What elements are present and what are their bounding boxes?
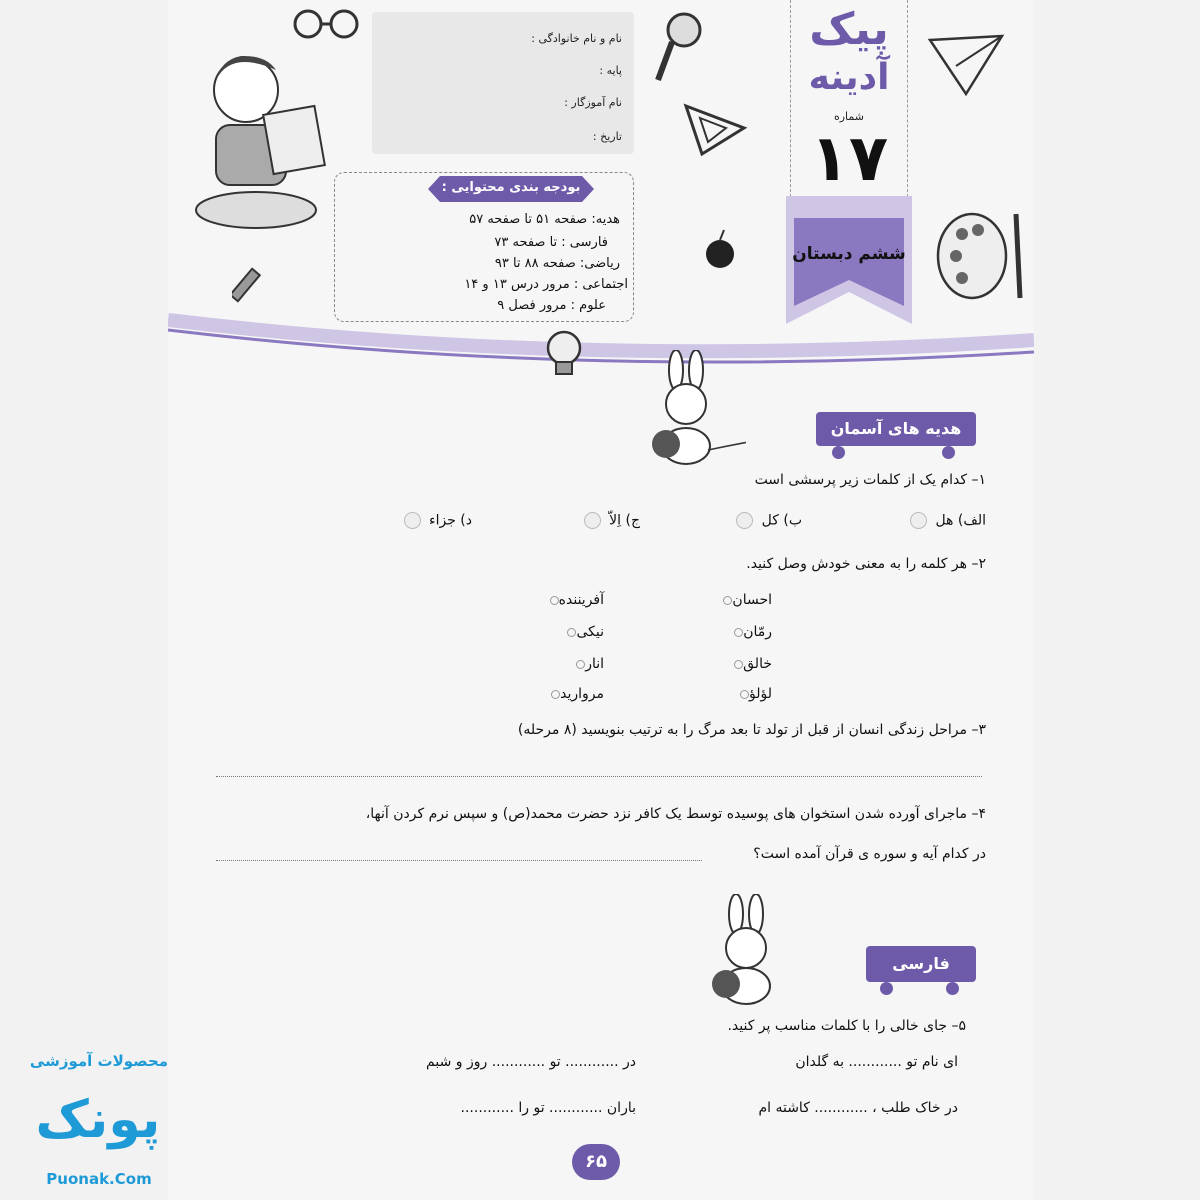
q1-option-c-label: ج) اِلاّ	[609, 512, 640, 529]
magnifier-icon	[650, 8, 710, 88]
student-info-box	[372, 12, 634, 154]
connector-dot[interactable]	[734, 660, 743, 669]
brand-website[interactable]: Puonak.Com	[46, 1170, 152, 1188]
q1-option-d[interactable]	[404, 512, 472, 529]
answer-line-q4[interactable]	[216, 860, 702, 861]
q2-right-item[interactable]	[728, 624, 772, 640]
budget-line-3: ریاضی: صفحه ۸۸ تا ۹۳	[494, 256, 620, 271]
q2-right-item[interactable]	[728, 656, 772, 672]
issue-number-label: شماره	[833, 110, 864, 123]
name-field-label: نام و نام خانوادگی :	[531, 32, 622, 45]
poem-line-2-right[interactable]: در خاک طلب ، ............ کاشته ام	[758, 1100, 958, 1116]
connector-dot[interactable]	[740, 690, 749, 699]
q1-option-b[interactable]	[736, 512, 802, 529]
page-number: ۶۵	[572, 1144, 620, 1180]
budget-line-4: اجتماعی : مرور درس ۱۳ و ۱۴	[464, 277, 628, 292]
q1-option-a[interactable]	[910, 512, 986, 529]
glasses-icon	[288, 6, 368, 42]
q1-option-b-label: ب) کل	[761, 512, 802, 529]
section-tag-wheel	[832, 446, 845, 459]
brand-logo: پونک	[35, 1090, 161, 1150]
paint-palette-icon	[932, 204, 1028, 304]
budget-line-2: فارسی : تا صفحه ۷۳	[494, 235, 608, 250]
question-4-line-2: در کدام آیه و سوره ی قرآن آمده است؟	[753, 846, 986, 862]
section-tag-wheel	[942, 446, 955, 459]
connector-dot[interactable]	[734, 628, 743, 637]
poem-line-1-left[interactable]: در ............ تو ............ روز و شبم	[426, 1054, 636, 1070]
q2-left-word: آفریننده	[558, 592, 604, 608]
boy-reading-illustration	[186, 30, 336, 240]
q2-left-word: نیکی	[576, 624, 604, 640]
connector-dot[interactable]	[551, 690, 560, 699]
question-2: ۲– هر کلمه را به معنی خودش وصل کنید.	[746, 556, 986, 572]
brand-tagline: محصولات آموزشی	[29, 1052, 169, 1070]
q2-right-word: رمّان	[743, 624, 772, 640]
title-line-1: پیک	[809, 4, 889, 55]
bunny-illustration-1	[636, 350, 746, 470]
q2-right-word: خالق	[743, 656, 772, 672]
q2-right-word: لؤلؤ	[749, 686, 772, 702]
answer-line-q3[interactable]	[216, 776, 982, 777]
teacher-field-label: نام آموزگار :	[564, 96, 622, 109]
section-tag-wheel	[880, 982, 893, 995]
q1-option-c-radio[interactable]	[584, 512, 601, 529]
q1-option-c[interactable]	[584, 512, 640, 529]
paper-plane-icon	[926, 30, 1006, 100]
connector-dot[interactable]	[576, 660, 585, 669]
question-5: ۵– جای خالی را با کلمات مناسب پر کنید.	[727, 1018, 966, 1034]
q1-option-b-radio[interactable]	[736, 512, 753, 529]
q2-left-item[interactable]	[544, 592, 604, 608]
section-tag-wheel	[946, 982, 959, 995]
lightbulb-icon	[536, 322, 596, 384]
q1-option-a-label: الف) هل	[935, 512, 986, 529]
q2-right-word: احسان	[732, 592, 772, 608]
issue-number: ۱۷	[809, 122, 889, 196]
q2-left-word: مروارید	[560, 686, 604, 702]
budget-title: بودجه بندی محتوایی :	[441, 180, 581, 195]
crayon-icon	[232, 262, 272, 306]
grade-label: ششم دبستان	[792, 244, 906, 264]
q1-option-d-label: د) جزاء	[429, 512, 472, 529]
poem-line-2-left[interactable]: باران ............ تو را ............	[460, 1100, 636, 1116]
question-4-line-1: ۴– ماجرای آورده شدن استخوان های پوسیده توسط یک کافر نزد حضرت محمد(ص) و سپس نرم کردن آنها،	[365, 806, 986, 822]
q2-left-item[interactable]	[545, 686, 604, 702]
q2-right-item[interactable]	[717, 592, 772, 608]
poem-line-1-right[interactable]: ای نام تو ............ به گلدان	[795, 1054, 958, 1070]
section-farsi-tag: فارسی	[866, 946, 976, 982]
date-field-label: تاریخ :	[592, 130, 622, 143]
apple-icon	[702, 226, 738, 270]
q2-left-item[interactable]	[570, 656, 604, 672]
connector-dot[interactable]	[550, 596, 559, 605]
budget-line-1: هدیه: صفحه ۵۱ تا صفحه ۵۷	[469, 212, 620, 227]
budget-line-5: علوم : مرور فصل ۹	[497, 298, 606, 313]
bunny-illustration-2	[696, 894, 796, 1014]
q2-left-item[interactable]	[561, 624, 604, 640]
grade-field-label: پایه :	[599, 64, 622, 77]
budget-title-badge	[428, 176, 594, 202]
question-1: ۱– کدام یک از کلمات زیر پرسشی است	[754, 472, 986, 488]
title-line-2: آدینه	[808, 57, 890, 98]
q1-option-d-radio[interactable]	[404, 512, 421, 529]
triangle-ruler-icon	[680, 98, 750, 158]
q2-left-word: انار	[585, 656, 604, 672]
q1-option-a-radio[interactable]	[910, 512, 927, 529]
section-hediye-tag: هدیه های آسمان	[816, 412, 976, 446]
q2-right-item[interactable]	[734, 686, 772, 702]
question-3: ۳– مراحل زندگی انسان از قبل از تولد تا بعد مرگ را به ترتیب بنویسید (۸ مرحله)	[517, 722, 986, 738]
